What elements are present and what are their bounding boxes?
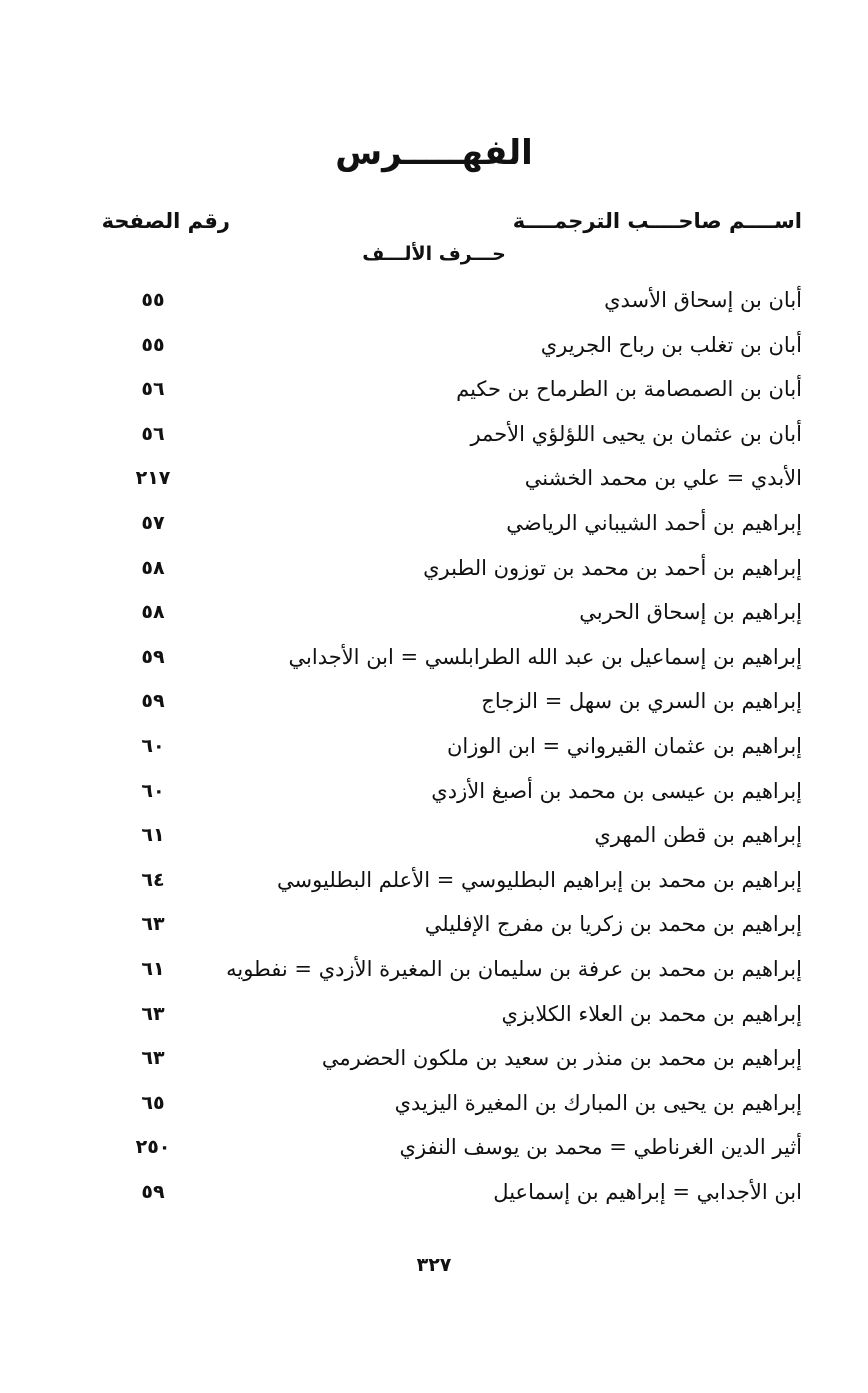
entry-page: ٥٥	[141, 289, 165, 311]
index-entry	[0, 414, 868, 459]
index-entry	[0, 592, 868, 637]
index-entry	[0, 815, 868, 860]
index-entry	[0, 994, 868, 1039]
entry-page: ٥٦	[141, 422, 165, 445]
entry-page: ٥٩	[141, 645, 165, 668]
entry-name: إبراهيم بن السري بن سهل = الزجاج	[481, 689, 802, 714]
index-entry	[0, 548, 868, 593]
entry-page: ٢٥٠	[135, 1136, 171, 1159]
column-header-page: رقم الصفحة	[101, 209, 230, 233]
entry-name: إبراهيم بن عثمان القيرواني = ابن الوزان	[446, 733, 802, 758]
index-entry	[0, 1083, 868, 1128]
entry-name: الأبدي = علي بن محمد الخشني	[524, 466, 802, 491]
entry-page: ٥٩	[141, 1180, 165, 1203]
page-number: ٣٢٧	[416, 1254, 452, 1276]
entry-name: إبراهيم بن محمد بن العلاء الكلابزي	[501, 1001, 802, 1026]
index-entry	[0, 1127, 868, 1172]
index-entry	[0, 458, 868, 503]
entry-name: أثير الدين الغرناطي = محمد بن يوسف النفزي	[399, 1135, 802, 1160]
entry-name: إبراهيم بن محمد بن عرفة بن سليمان بن المغيرة الأزدي = نفطويه	[226, 956, 802, 981]
page-title: الفهـــــرس	[335, 133, 533, 173]
entry-name: إبراهيم بن أحمد الشيباني الرياضي	[506, 510, 802, 535]
entry-page: ٦١	[141, 824, 165, 847]
entry-name: ابن الأجدابي = إبراهيم بن إسماعيل	[493, 1179, 802, 1204]
entry-name: إبراهيم بن إسحاق الحربي	[579, 600, 802, 625]
section-heading: حـــرف الألـــف	[362, 243, 506, 265]
entry-page: ٥٧	[141, 511, 165, 534]
entry-name: إبراهيم بن محمد بن إبراهيم البطليوسي = الأعلم البطليوسي	[277, 867, 802, 892]
entry-page: ٥٦	[141, 378, 165, 401]
index-entry	[0, 860, 868, 905]
index-entry	[0, 904, 868, 949]
entry-name: إبراهيم بن محمد بن منذر بن سعيد بن ملكون الحضرمي	[321, 1046, 802, 1071]
index-entry	[0, 280, 868, 325]
column-header-name: اســــم صاحــــب الترجمــــة	[512, 209, 802, 233]
entry-name: أبان بن إسحاق الأسدي	[604, 288, 802, 312]
index-entry	[0, 726, 868, 771]
entry-name: إبراهيم بن محمد بن زكريا بن مفرج الإفليلي	[424, 912, 802, 937]
entry-page: ٦١	[141, 957, 165, 980]
index-entry	[0, 637, 868, 682]
entry-page: ٦٤	[141, 868, 165, 891]
index-entry	[0, 1038, 868, 1083]
index-entry	[0, 503, 868, 548]
entry-page: ٥٩	[141, 690, 165, 713]
index-entry	[0, 771, 868, 816]
entry-page: ٦٠	[141, 734, 165, 757]
entry-page: ٥٨	[141, 556, 165, 579]
index-entries	[0, 280, 868, 1216]
entry-page: ٥٨	[141, 601, 165, 624]
entry-name: إبراهيم بن عيسى بن محمد بن أصبغ الأزدي	[431, 778, 802, 803]
entry-name: إبراهيم بن يحيى بن المبارك بن المغيرة اليزيدي	[394, 1090, 802, 1115]
entry-page: ٦٣	[141, 913, 165, 936]
index-entry	[0, 325, 868, 370]
entry-page: ٦٠	[141, 779, 165, 802]
entry-page: ٢١٧	[135, 467, 171, 490]
index-entry	[0, 681, 868, 726]
index-entry	[0, 1172, 868, 1217]
entry-page: ٦٣	[141, 1047, 165, 1070]
entry-page: ٦٣	[141, 1002, 165, 1025]
entry-name: أبان بن الصمصامة بن الطرماح بن حكيم	[456, 377, 802, 402]
entry-name: إبراهيم بن قطن المهري	[594, 823, 802, 848]
entry-page: ٥٥	[141, 333, 165, 356]
entry-name: أبان بن عثمان بن يحيى اللؤلؤي الأحمر	[470, 421, 802, 446]
index-entry	[0, 369, 868, 414]
index-entry	[0, 949, 868, 994]
entry-name: إبراهيم بن إسماعيل بن عبد الله الطرابلسي = ابن الأجدابي	[288, 644, 802, 669]
entry-page: ٦٥	[141, 1091, 165, 1114]
entry-name: أبان بن تغلب بن رباح الجريري	[540, 332, 802, 357]
entry-name: إبراهيم بن أحمد بن محمد بن توزون الطبري	[423, 555, 802, 580]
